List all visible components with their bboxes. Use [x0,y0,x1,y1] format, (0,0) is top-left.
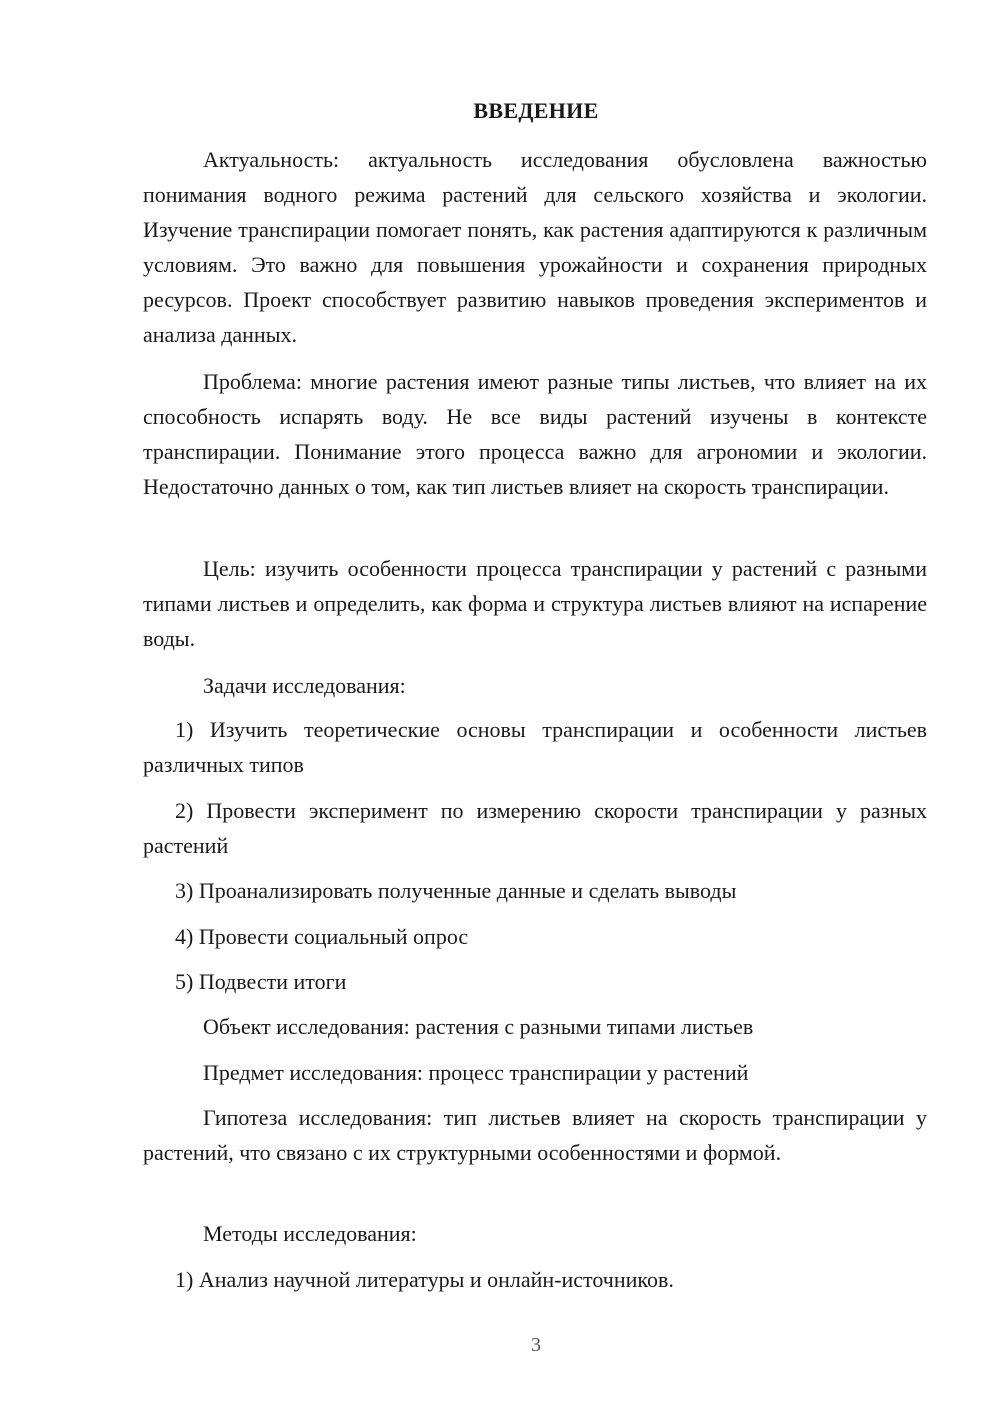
relevance-paragraph: Актуальность: актуальность исследования обусловлена важностью понимания водного режима растений для сельского хозяйства и экологии. Изучение транспирации помогает понять, как растения адаптируются к различным условиям. Это важно для повышения урожайности и сохранения природных ресурсов. Проект способствует развитию навыков проведения экспериментов и анализа данных. [143,147,927,347]
subject-paragraph: Предмет исследования: процесс транспирации у растений [203,1060,749,1085]
methods-heading: Методы исследования: [203,1221,417,1246]
tasks-heading: Задачи исследования: [203,673,406,698]
object-paragraph: Объект исследования: растения с разными типами листьев [203,1014,754,1039]
task-item-2: 2) Провести эксперимент по измерению скорости транспирации у разных растений [143,798,927,858]
section-title: ВВЕДЕНИЕ [473,98,599,123]
hypothesis-paragraph: Гипотеза исследования: тип листьев влияет на скорость транспирации у растений, что связано с их структурными особенностями и формой. [143,1105,927,1165]
method-item-1: 1) Анализ научной литературы и онлайн-источников. [175,1267,674,1292]
problem-paragraph: Проблема: многие растения имеют разные типы листьев, что влияет на их способность испарять воду. Не все виды растений изучены в контексте транспирации. Понимание этого процесса важно для агрономии и экологии. Недостаточно данных о том, как тип листьев влияет на скорость транспирации. [143,369,927,499]
task-item-1: 1) Изучить теоретические основы транспирации и особенности листьев различных типов [143,717,927,777]
task-item-5: 5) Подвести итоги [175,969,347,994]
goal-paragraph: Цель: изучить особенности процесса транспирации у растений с разными типами листьев и определить, как форма и структура листьев влияют на испарение воды. [143,556,927,651]
task-item-4: 4) Провести социальный опрос [175,924,469,949]
task-item-3: 3) Проанализировать полученные данные и сделать выводы [175,878,737,903]
page-number: 3 [531,1334,541,1356]
